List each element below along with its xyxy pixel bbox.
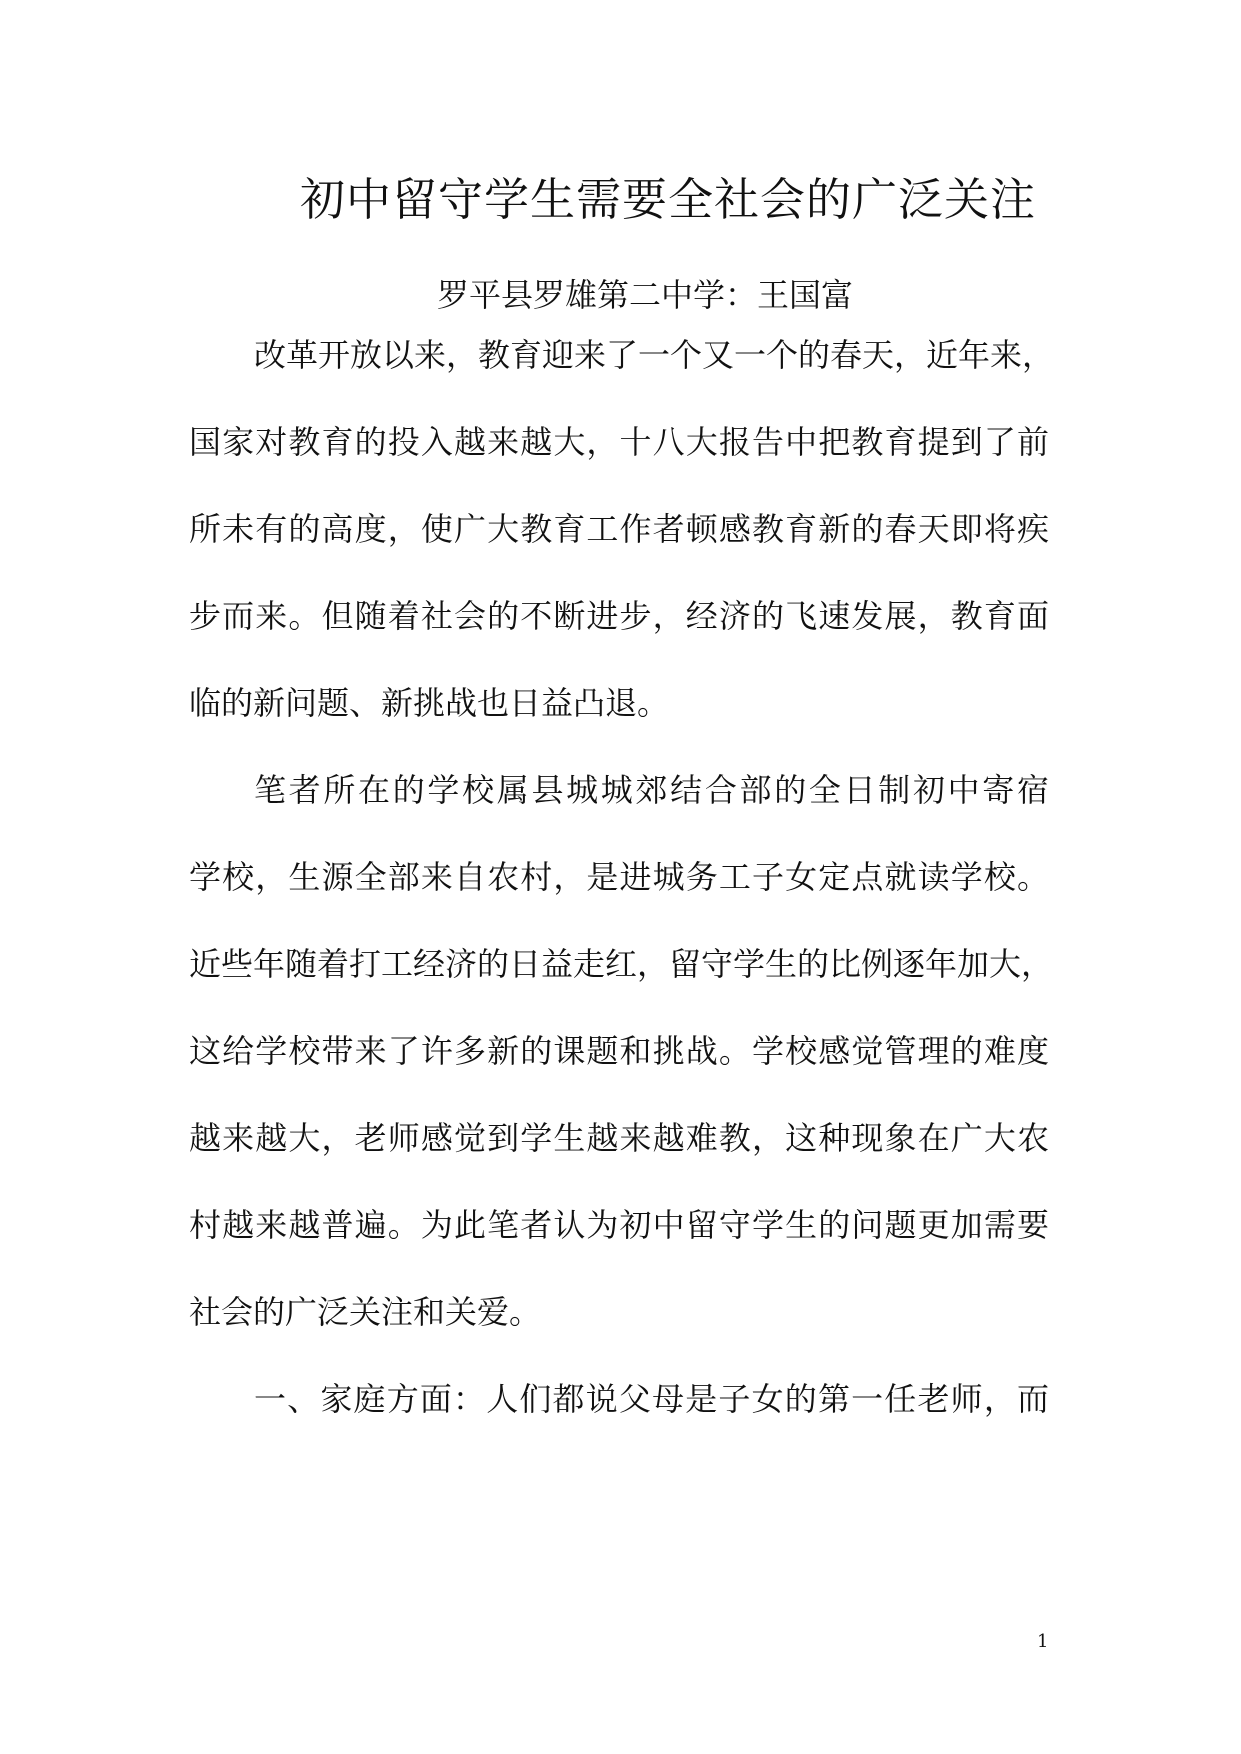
paragraph-2-line-4: 这给学校带来了许多新的课题和挑战。学校感觉管理的难度 — [189, 1032, 1049, 1070]
paragraph-3-line-1: 一、家庭方面：人们都说父母是子女的第一任老师，而 — [254, 1380, 1049, 1418]
document-title: 初中留守学生需要全社会的广泛关注 — [300, 173, 1037, 226]
paragraph-2-line-3: 近些年随着打工经济的日益走红，留守学生的比例逐年加大， — [189, 945, 1054, 983]
paragraph-1-line-3: 所未有的高度，使广大教育工作者顿感教育新的春天即将疾 — [189, 510, 1049, 548]
author-line: 罗平县罗雄第二中学：王国富 — [437, 276, 854, 314]
paragraph-2-line-7: 社会的广泛关注和关爱。 — [189, 1293, 542, 1331]
paragraph-2-line-2: 学校，生源全部来自农村，是进城务工子女定点就读学校。 — [189, 858, 1049, 896]
paragraph-1-line-4: 步而来。但随着社会的不断进步，经济的飞速发展，教育面 — [189, 597, 1049, 635]
paragraph-2-line-5: 越来越大，老师感觉到学生越来越难教，这种现象在广大农 — [189, 1119, 1049, 1157]
paragraph-1-line-5: 临的新问题、新挑战也日益凸退。 — [189, 684, 670, 722]
paragraph-1-line-2: 国家对教育的投入越来越大，十八大报告中把教育提到了前 — [189, 423, 1049, 461]
paragraph-2-line-1: 笔者所在的学校属县城城郊结合部的全日制初中寄宿 — [254, 771, 1049, 809]
paragraph-2-line-6: 村越来越普遍。为此笔者认为初中留守学生的问题更加需要 — [189, 1206, 1049, 1244]
page-number: 1 — [1037, 1631, 1049, 1652]
paragraph-1-line-1: 改革开放以来，教育迎来了一个又一个的春天，近年来， — [254, 336, 1055, 374]
